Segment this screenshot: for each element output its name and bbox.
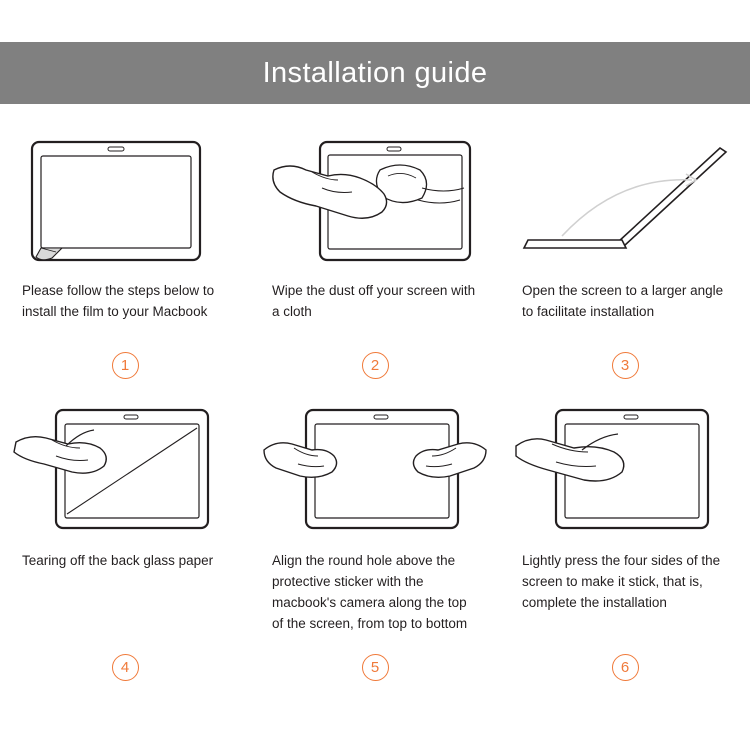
step-card-4 [0,398,250,698]
page-title: Installation guide [262,56,488,89]
step-card-2 [250,128,500,398]
header-bar [0,42,750,104]
step-1-illustration [22,136,228,266]
step-card-5 [250,398,500,698]
step-3-number: 3 [500,352,750,379]
step-4-caption: Tearing off the back glass paper [22,553,214,568]
step-6-illustration [522,406,728,536]
step-6-number: 6 [500,654,750,681]
step-3-illustration [522,136,728,266]
step-4-number: 4 [0,654,250,681]
step-6-caption: Lightly press the four sides of the screen to make it stick, that is, complete the installation [522,553,721,610]
step-1-number: 1 [0,352,250,379]
step-2-caption: Wipe the dust off your screen with a cloth [272,283,476,319]
steps-grid [0,128,750,698]
step-4-illustration [22,406,228,536]
step-2-illustration [272,136,478,266]
step-5-number: 5 [250,654,500,681]
steps-row-1 [0,128,750,398]
step-2-number: 2 [250,352,500,379]
step-5-caption: Align the round hole above the protective sticker with the macbook's camera along the top of the screen, from top to bottom [272,553,468,631]
step-1-caption: Please follow the steps below to install the film to your Macbook [22,283,215,319]
step-card-3 [500,128,750,398]
step-3-caption: Open the screen to a larger angle to facilitate installation [522,283,724,319]
step-card-6 [500,398,750,698]
step-card-1 [0,128,250,398]
step-5-illustration [272,406,478,536]
steps-row-2 [0,398,750,698]
